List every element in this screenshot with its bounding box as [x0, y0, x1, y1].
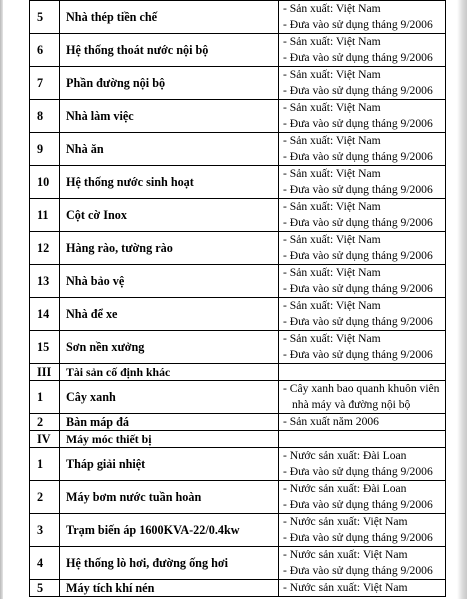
table-row — [30, 67, 446, 100]
asset-table-body — [30, 1, 446, 597]
description-line: - Nước sản xuất: Việt Nam — [283, 515, 408, 528]
asset-name: Hệ thống thoát nước nội bộ — [60, 34, 279, 67]
page-shadow-left — [0, 0, 3, 599]
asset-description — [279, 414, 446, 431]
description-line: - Sản xuất: Việt Nam — [283, 266, 381, 279]
description-line: - Đưa vào sử dụng tháng 9/2006 — [283, 498, 433, 511]
asset-name: Trạm biến áp 1600KVA-22/0.4kw — [60, 514, 279, 547]
row-number: 2 — [30, 481, 60, 514]
table-row — [30, 133, 446, 166]
asset-name: Nhà bảo vệ — [60, 265, 279, 298]
description-line: - Đưa vào sử dụng tháng 9/2006 — [283, 84, 433, 97]
table-row — [30, 199, 446, 232]
section-row — [30, 431, 446, 448]
description-line: - Cây xanh bao quanh khuôn viên — [283, 382, 440, 395]
description-line: - Sản xuất năm 2006 — [283, 415, 379, 428]
row-number: 13 — [30, 265, 60, 298]
table-row — [30, 547, 446, 580]
asset-name: Nhà làm việc — [60, 100, 279, 133]
asset-description — [279, 331, 446, 364]
description-line: - Đưa vào sử dụng tháng 9/2006 — [283, 51, 433, 64]
section-title: Tài sản cố định khác — [60, 364, 279, 381]
asset-description — [279, 298, 446, 331]
asset-description — [279, 381, 446, 414]
page-shadow-right — [457, 0, 467, 599]
description-line: - Đưa vào sử dụng tháng 9/2006 — [283, 282, 433, 295]
section-number: III — [30, 364, 60, 381]
description-line: - Đưa vào sử dụng tháng 9/2006 — [283, 564, 433, 577]
asset-name: Nhà để xe — [60, 298, 279, 331]
row-number: 5 — [30, 1, 60, 34]
table-row — [30, 1, 446, 34]
table-row — [30, 166, 446, 199]
asset-description — [279, 265, 446, 298]
row-number: 7 — [30, 67, 60, 100]
table-row — [30, 100, 446, 133]
description-line: - Đưa vào sử dụng tháng 9/2006 — [283, 531, 433, 544]
description-line: - Sản xuất: Việt Nam — [283, 35, 381, 48]
description-line: - Nước sản xuất: Đài Loan — [283, 482, 407, 495]
asset-description — [279, 448, 446, 481]
description-line: - Sản xuất: Việt Nam — [283, 332, 381, 345]
row-number: 2 — [30, 414, 60, 431]
description-line: - Sản xuất: Việt Nam — [283, 167, 381, 180]
table-row — [30, 514, 446, 547]
description-line: - Sản xuất: Việt Nam — [283, 134, 381, 147]
table-row — [30, 481, 446, 514]
asset-name: Cột cờ Inox — [60, 199, 279, 232]
row-number: 1 — [30, 381, 60, 414]
description-line: - Sản xuất: Việt Nam — [283, 299, 381, 312]
description-line: - Đưa vào sử dụng tháng 9/2006 — [283, 117, 433, 130]
asset-description — [279, 232, 446, 265]
asset-name: Sơn nền xưởng — [60, 331, 279, 364]
asset-description — [279, 199, 446, 232]
section-title: Máy móc thiết bị — [60, 431, 279, 448]
description-line: - Đưa vào sử dụng tháng 9/2006 — [283, 183, 433, 196]
asset-description — [279, 67, 446, 100]
description-line: - Đưa vào sử dụng tháng 9/2006 — [283, 216, 433, 229]
description-line: - Nước sản xuất: Việt Nam — [283, 581, 408, 594]
asset-name: Cây xanh — [60, 381, 279, 414]
row-number: 15 — [30, 331, 60, 364]
description-line: nhà máy và đường nội bộ — [292, 398, 411, 411]
asset-description — [279, 100, 446, 133]
table-row — [30, 414, 446, 431]
row-number: 4 — [30, 547, 60, 580]
row-number: 10 — [30, 166, 60, 199]
description-line: - Nước sản xuất: Đài Loan — [283, 449, 407, 462]
asset-name: Máy tích khí nén — [60, 580, 279, 597]
row-number: 8 — [30, 100, 60, 133]
table-row — [30, 34, 446, 67]
table-row — [30, 298, 446, 331]
description-line: - Nước sản xuất: Việt Nam — [283, 548, 408, 561]
asset-description — [279, 364, 446, 381]
asset-name: Phần đường nội bộ — [60, 67, 279, 100]
row-number: 12 — [30, 232, 60, 265]
asset-name: Hàng rào, tường rào — [60, 232, 279, 265]
table-row — [30, 580, 446, 597]
description-line: - Đưa vào sử dụng tháng 9/2006 — [283, 348, 433, 361]
asset-description — [279, 431, 446, 448]
asset-description — [279, 580, 446, 597]
description-line: - Đưa vào sử dụng tháng 9/2006 — [283, 18, 433, 31]
asset-description — [279, 133, 446, 166]
row-number: 11 — [30, 199, 60, 232]
asset-description — [279, 481, 446, 514]
asset-name: Hệ thống nước sinh hoạt — [60, 166, 279, 199]
description-line: - Sản xuất: Việt Nam — [283, 101, 381, 114]
asset-name: Máy bơm nước tuần hoàn — [60, 481, 279, 514]
asset-description — [279, 166, 446, 199]
description-line: - Sản xuất: Việt Nam — [283, 233, 381, 246]
asset-description — [279, 1, 446, 34]
asset-description — [279, 34, 446, 67]
asset-description — [279, 514, 446, 547]
asset-description — [279, 547, 446, 580]
table-row — [30, 448, 446, 481]
description-line: - Đưa vào sử dụng tháng 9/2006 — [283, 465, 433, 478]
row-number: 3 — [30, 514, 60, 547]
row-number: 9 — [30, 133, 60, 166]
asset-name: Hệ thống lò hơi, đường ống hơi — [60, 547, 279, 580]
row-number: 5 — [30, 580, 60, 597]
asset-table — [29, 0, 446, 597]
section-row — [30, 364, 446, 381]
asset-name: Tháp giải nhiệt — [60, 448, 279, 481]
description-line: - Đưa vào sử dụng tháng 9/2006 — [283, 150, 433, 163]
row-number: 6 — [30, 34, 60, 67]
table-row — [30, 265, 446, 298]
asset-name: Nhà thép tiền chế — [60, 1, 279, 34]
description-line: - Đưa vào sử dụng tháng 9/2006 — [283, 249, 433, 262]
table-row — [30, 232, 446, 265]
row-number: 1 — [30, 448, 60, 481]
description-line: - Sản xuất: Việt Nam — [283, 200, 381, 213]
description-line: - Sản xuất: Việt Nam — [283, 68, 381, 81]
section-number: IV — [30, 431, 60, 448]
asset-name: Bàn máp đá — [60, 414, 279, 431]
asset-name: Nhà ăn — [60, 133, 279, 166]
table-row — [30, 381, 446, 414]
row-number: 14 — [30, 298, 60, 331]
description-line: - Sản xuất: Việt Nam — [283, 2, 381, 15]
description-line: - Đưa vào sử dụng tháng 9/2006 — [283, 315, 433, 328]
table-row — [30, 331, 446, 364]
